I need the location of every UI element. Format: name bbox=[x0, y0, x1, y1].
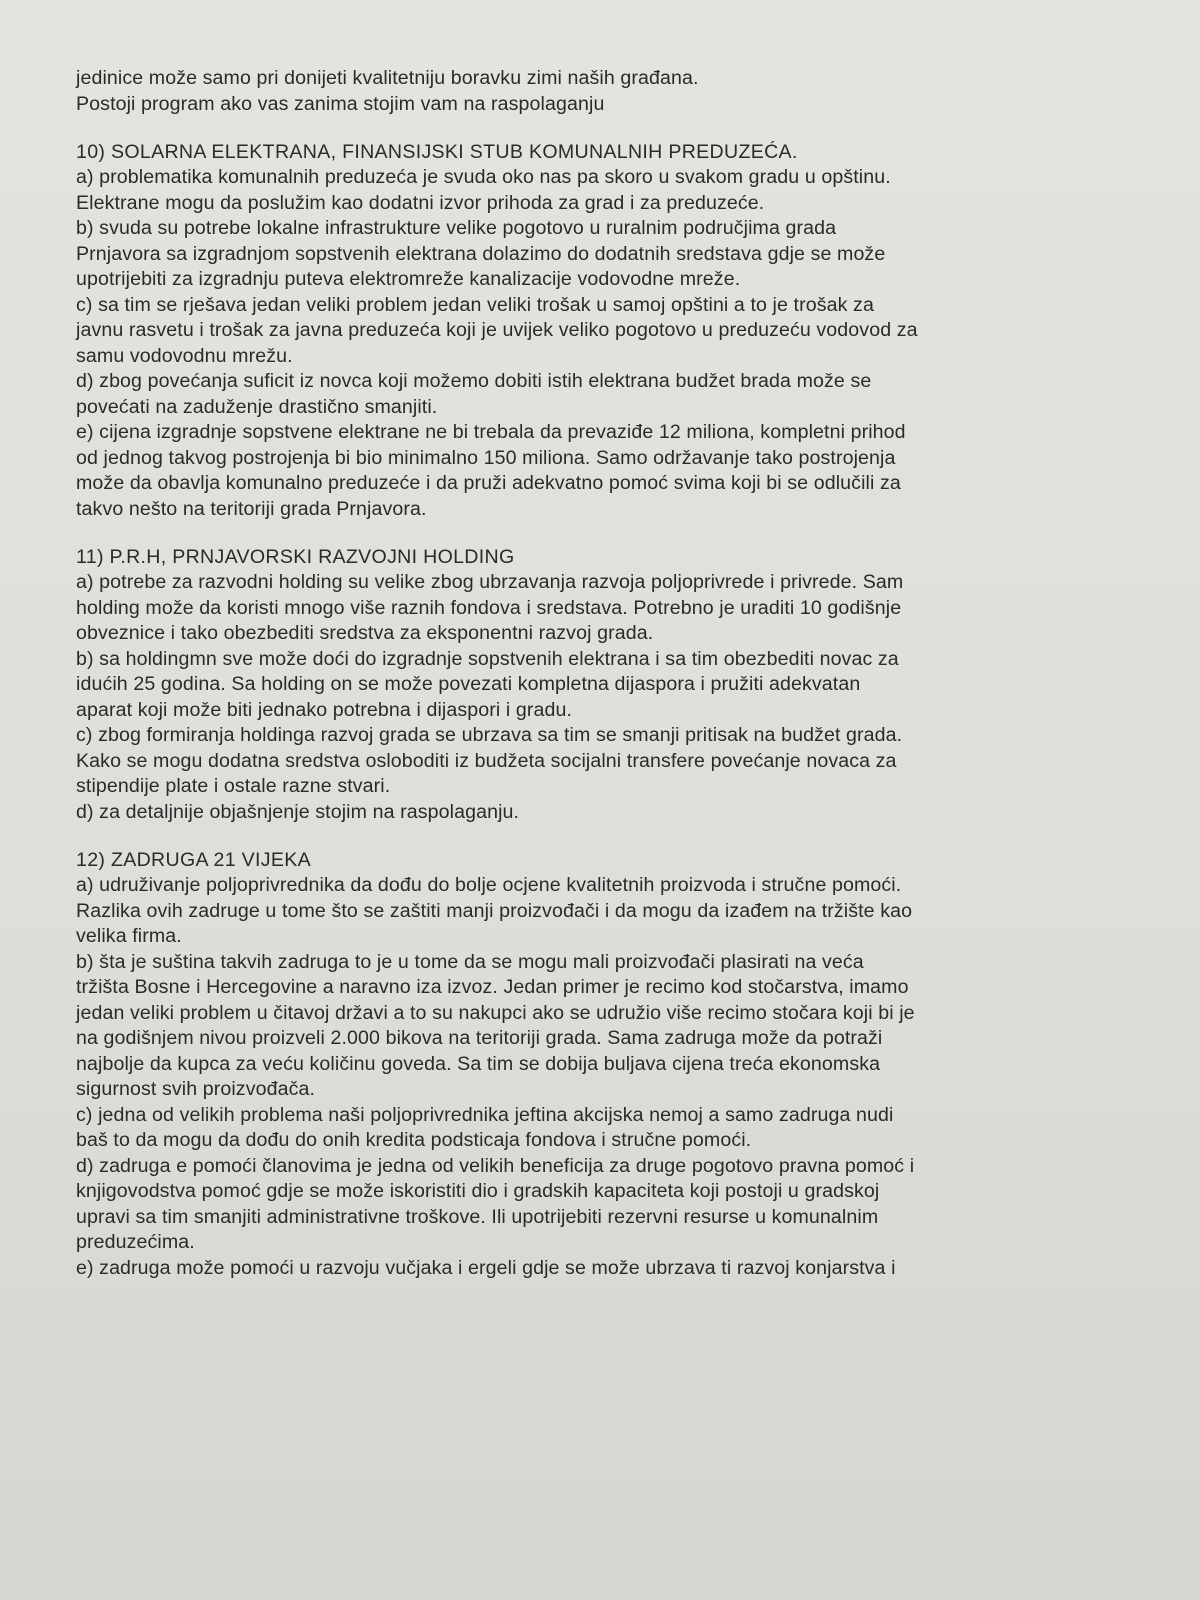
item-line: može da obavlja komunalno preduzeće i da pruži adekvatno pomoć svima koji bi se odlučili za bbox=[76, 472, 901, 494]
list-item bbox=[76, 950, 1160, 1103]
item-line: javnu rasvetu i trošak za javna preduzeća koji je uvijek veliko pogotovo u preduzeću vodovod za bbox=[76, 319, 918, 341]
section-heading: 11) P.R.H, PRNJAVORSKI RAZVOJNI HOLDING bbox=[76, 546, 515, 568]
item-line: na godišnjem nivou proizveli 2.000 bikova na teritoriji grada. Sama zadruga može da potraži bbox=[76, 1027, 883, 1049]
item-line: baš to da mogu da dođu do onih kredita podsticaja fondova i stručne pomoći. bbox=[76, 1129, 752, 1151]
list-item bbox=[76, 723, 1160, 800]
section-12 bbox=[76, 847, 1160, 1281]
list-item bbox=[76, 369, 1160, 420]
section-heading: 12) ZADRUGA 21 VIJEKA bbox=[76, 849, 311, 871]
intro-paragraph bbox=[76, 66, 1160, 117]
item-line: velika firma. bbox=[76, 925, 182, 947]
intro-line: jedinice može samo pri donijeti kvalitetniju boravku zimi naših građana. bbox=[76, 67, 699, 89]
item-line: a) udruživanje poljoprivrednika da dođu do bolje ocjene kvalitetnih proizvoda i stručne pomoći. bbox=[76, 874, 902, 896]
intro-line: Postoji program ako vas zanima stojim vam na raspolaganju bbox=[76, 92, 605, 115]
list-item bbox=[76, 293, 1160, 370]
list-item bbox=[76, 873, 1160, 950]
section-11 bbox=[76, 544, 1160, 825]
list-item bbox=[76, 420, 1160, 522]
item-line: d) za detaljnije objašnjenje stojim na raspolaganju. bbox=[76, 800, 520, 823]
item-line: knjigovodstva pomoć gdje se može iskoristiti dio i gradskih kapaciteta koji postoji u gradskoj bbox=[76, 1180, 880, 1202]
item-line: preduzećima. bbox=[76, 1231, 195, 1253]
item-line: c) sa tim se rješava jedan veliki problem jedan veliki trošak u samoj opštini a to je trošak za bbox=[76, 293, 874, 316]
item-line: od jednog takvog postrojenja bi bio minimalno 150 miliona. Samo održavanje tako postrojenja bbox=[76, 446, 896, 469]
item-line: jedan veliki problem u čitavoj državi a to su nakupci ako se udružio više recimo stočara koji bi je bbox=[76, 1001, 915, 1024]
section-heading: 10) SOLARNA ELEKTRANA, FINANSIJSKI STUB KOMUNALNIH PREDUZEĆA. bbox=[76, 141, 798, 163]
item-line: a) potrebe za razvodni holding su velike zbog ubrzavanja razvoja poljoprivrede i privrede. Sam bbox=[76, 571, 904, 593]
item-line: povećati na zaduženje drastično smanjiti. bbox=[76, 395, 438, 418]
list-item bbox=[76, 1256, 1160, 1282]
item-line: b) svuda su potrebe lokalne infrastrukture velike pogotovo u ruralnim područjima grada bbox=[76, 217, 837, 239]
item-line: b) šta je suština takvih zadruga to je u tome da se mogu mali proizvođači plasirati na veća bbox=[76, 950, 864, 973]
list-item bbox=[76, 800, 1160, 826]
list-item bbox=[76, 1154, 1160, 1256]
item-line: c) jedna od velikih problema naši poljoprivrednika jeftina akcijska nemoj a samo zadruga nudi bbox=[76, 1103, 894, 1126]
item-line: samu vodovodnu mrežu. bbox=[76, 344, 293, 367]
item-line: d) zadruga e pomoći članovima je jedna od velikih beneficija za druge pogotovo pravna pomoć i bbox=[76, 1154, 915, 1177]
item-line: aparat koji može biti jednako potrebna i dijaspori i gradu. bbox=[76, 698, 573, 721]
item-line: upravi sa tim smanjiti administrativne troškove. Ili upotrijebiti rezervni resurse u komunalnim bbox=[76, 1205, 879, 1228]
item-line: najbolje da kupca za veću količinu goveda. Sa tim se dobija buljava cijena treća ekonomska bbox=[76, 1052, 881, 1075]
list-item bbox=[76, 216, 1160, 293]
item-line: upotrijebiti za izgradnju puteva elektromreže kanalizacije vodovodne mreže. bbox=[76, 268, 741, 290]
item-line: e) cijena izgradnje sopstvene elektrane ne bi trebala da prevaziđe 12 miliona, kompletni prihod bbox=[76, 421, 906, 443]
item-line: sigurnost svih proizvođača. bbox=[76, 1078, 316, 1100]
list-item bbox=[76, 165, 1160, 216]
list-item bbox=[76, 1103, 1160, 1154]
item-line: holding može da koristi mnogo više raznih fondova i sredstava. Potrebno je uraditi 10 godišnje bbox=[76, 596, 902, 619]
item-line: d) zbog povećanja suficit iz novca koji možemo dobiti istih elektrana budžet brada može se bbox=[76, 370, 872, 392]
item-line: stipendije plate i ostale razne stvari. bbox=[76, 775, 391, 797]
item-line: b) sa holdingmn sve može doći do izgradnje sopstvenih elektrana i sa tim obezbediti novac za bbox=[76, 647, 899, 670]
section-10 bbox=[76, 139, 1160, 522]
item-line: obveznice i tako obezbediti sredstva za eksponentni razvoj grada. bbox=[76, 622, 654, 644]
item-line: takvo nešto na teritoriji grada Prnjavora. bbox=[76, 497, 427, 520]
item-line: Kako se mogu dodatna sredstva osloboditi iz budžeta socijalni transfere povećanje novaca za bbox=[76, 749, 897, 772]
item-line: e) zadruga može pomoći u razvoju vučjaka i ergeli gdje se može ubrzava ti razvoj konjarstva i bbox=[76, 1256, 896, 1279]
item-line: Elektrane mogu da poslužim kao dodatni izvor prihoda za grad i za preduzeće. bbox=[76, 191, 765, 214]
list-item bbox=[76, 570, 1160, 647]
item-line: Prnjavora sa izgradnjom sopstvenih elektrana dolazimo do dodatnih sredstava gdje se može bbox=[76, 242, 886, 265]
item-line: tržišta Bosne i Hercegovine a naravno iza izvoz. Jedan primer je recimo kod stočarstva, imamo bbox=[76, 976, 909, 998]
item-line: a) problematika komunalnih preduzeća je svuda oko nas pa skoro u svakom gradu u opštinu. bbox=[76, 166, 891, 188]
list-item bbox=[76, 647, 1160, 724]
item-line: idućih 25 godina. Sa holding on se može povezati kompletna dijaspora i pružiti adekvatan bbox=[76, 673, 861, 695]
item-line: Razlika ovih zadruge u tome što se zaštiti manji proizvođači i da mogu da izađem na tržište kao bbox=[76, 899, 913, 922]
item-line: c) zbog formiranja holdinga razvoj grada se ubrzava sa tim se smanji pritisak na budžet grada. bbox=[76, 724, 903, 746]
